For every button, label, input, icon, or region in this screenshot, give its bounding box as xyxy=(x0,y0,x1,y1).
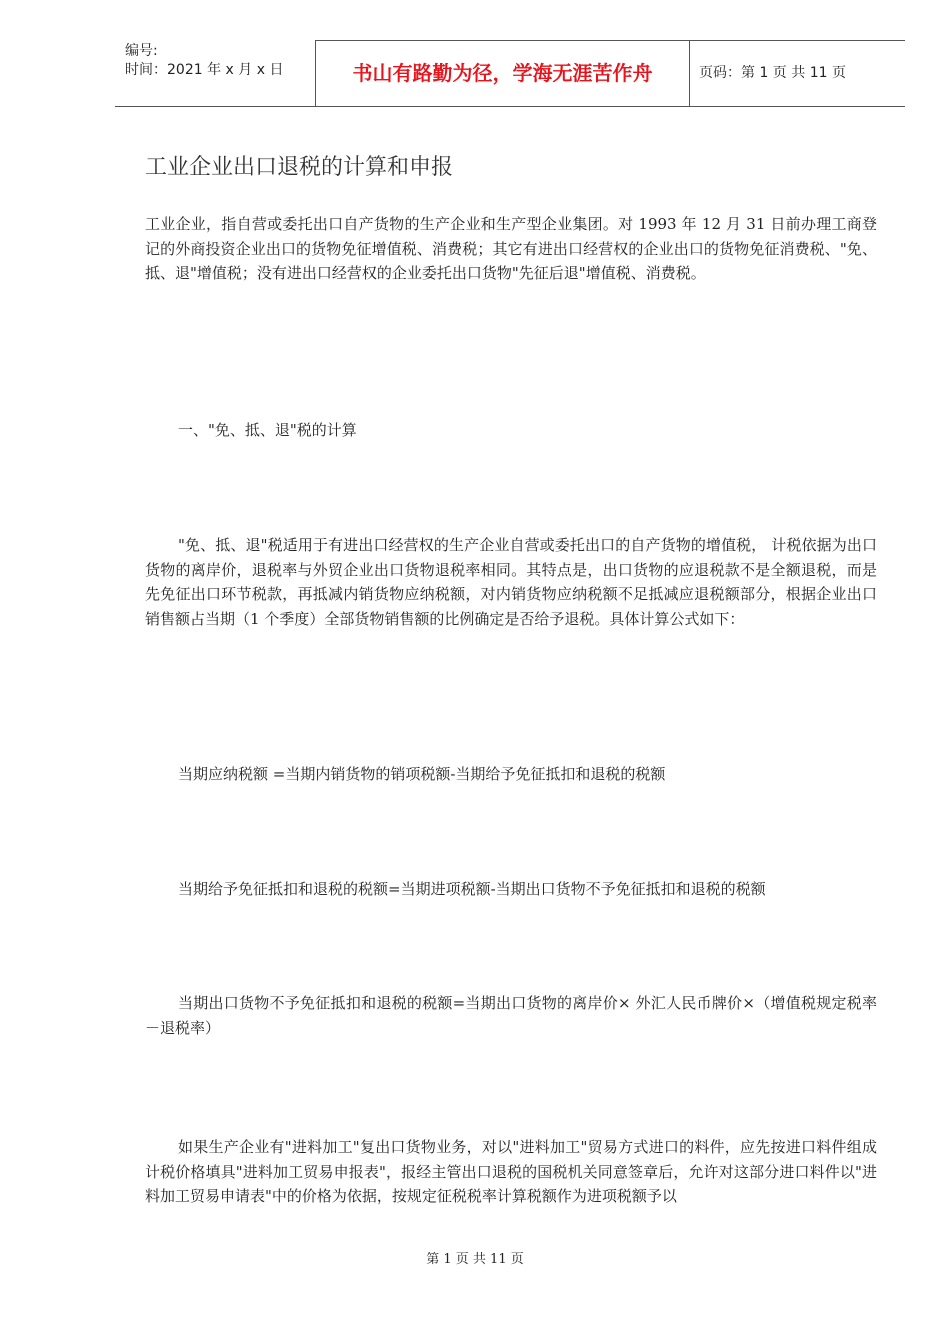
header-motto: 书山有路勤为径，学海无涯苦作舟 xyxy=(352,61,653,85)
page-header xyxy=(115,40,905,107)
intro-paragraph: 工业企业，指自营或委托出口自产货物的生产企业和生产型企业集团。对 1993 年 12 月 31 日前办理工商登记的外商投资企业出口的货物免征增值税、消费税；其它有进出口经营权的企业出口的货物免征消费税、"免、抵、退"增值税；没有进出口经营权的企业委托出口货物"先征后退"增值税、消费税。 xyxy=(145,215,877,282)
page-footer: 第 1 页 共 11 页 xyxy=(426,1252,524,1267)
header-divider xyxy=(689,40,690,106)
section-heading: 一、"免、抵、退"税的计算 xyxy=(178,421,357,439)
body-paragraph: "免、抵、退"税适用于有进出口经营权的生产企业自营或委托出口的自产货物的增值税， 计税依据为出口货物的离岸价，退税率与外贸企业出口货物退税率相同。其特点是，出口货物的应退税款不是全额退税，而是先免征出口环节税款，再抵减内销货物应纳税额，对内销货物应纳税额不足抵减应退税额部分，根据企业出口销售额占当期（1 个季度）全部货物销售额的比例确定是否给予退税。具体计算公式如下： xyxy=(145,536,877,628)
formula-line: 当期应纳税额 =当期内销货物的销项税额-当期给予免征抵扣和退税的税额 xyxy=(178,765,666,783)
formula-line: 当期给予免征抵扣和退税的税额=当期进项税额-当期出口货物不予免征抵扣和退税的税额 xyxy=(178,880,766,898)
header-page-info: 页码：第 1 页 共 11 页 xyxy=(699,65,846,81)
body-paragraph: 如果生产企业有"进料加工"复出口货物业务，对以"进料加工"贸易方式进口的料件，应先按进口料件组成计税价格填具"进料加工贸易申报表"，报经主管出口退税的国税机关同意签章后，允许对这部分进口料件以"进料加工贸易申请表"中的价格为依据，按规定征税税率计算税额作为进项税额予以 xyxy=(145,1138,877,1205)
document-title: 工业企业出口退税的计算和申报 xyxy=(145,155,454,180)
document-time-label: 时间：2021 年 x 月 x 日 xyxy=(125,62,284,78)
document-number-label: 编号: xyxy=(125,43,158,59)
formula-line: 当期出口货物不予免征抵扣和退税的税额=当期出口货物的离岸价× 外汇人民币牌价×（增值税规定税率－退税率） xyxy=(145,994,877,1037)
header-meta xyxy=(125,42,315,80)
